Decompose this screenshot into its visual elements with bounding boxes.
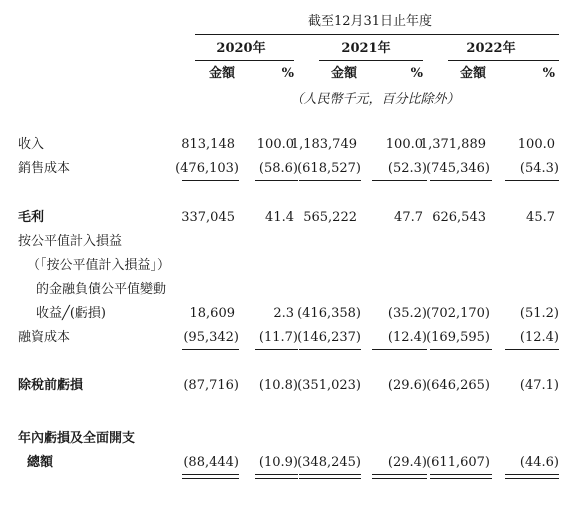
subtotal-rule <box>372 180 427 181</box>
pct-col-2021: % <box>410 66 423 81</box>
cell: (12.4) <box>387 330 427 345</box>
year-2021-rule <box>319 60 423 61</box>
subtotal-rule <box>299 180 361 181</box>
row-label-fvtpl-line4: 收益╱(虧損) <box>36 306 106 321</box>
cell: (52.3) <box>387 161 427 176</box>
cell: (12.4) <box>519 330 559 345</box>
cell: (47.1) <box>519 378 559 393</box>
cell: 100.0 <box>385 137 423 152</box>
cell: (611,607) <box>426 455 490 470</box>
cell: 2.3 <box>273 306 294 321</box>
total-double-rule <box>299 474 361 479</box>
row-label-total-line2: 總額 <box>27 455 54 470</box>
cell: (87,716) <box>183 378 239 393</box>
cell: (11.7) <box>258 330 298 345</box>
year-2020-rule <box>195 60 294 61</box>
period-header: 截至12月31日止年度 <box>307 14 433 29</box>
row-label-fvtpl-line3: 的金融負債公平值變動 <box>36 282 167 297</box>
cell: 18,609 <box>189 306 235 321</box>
cell: (10.9) <box>258 455 298 470</box>
amount-col-2022: 金額 <box>459 66 486 81</box>
cell: (51.2) <box>519 306 559 321</box>
cell: 565,222 <box>303 210 357 225</box>
cell: (169,595) <box>426 330 490 345</box>
row-label-finance-costs: 融資成本 <box>18 330 71 345</box>
subtotal-rule <box>255 349 298 350</box>
total-double-rule <box>372 474 427 479</box>
cell: (702,170) <box>426 306 490 321</box>
subtotal-rule <box>505 180 559 181</box>
total-double-rule <box>255 474 298 479</box>
cell: 100.0 <box>256 137 294 152</box>
cell: (348,245) <box>297 455 361 470</box>
subtotal-rule <box>299 349 361 350</box>
cell: (88,444) <box>183 455 239 470</box>
year-2021: 2021年 <box>341 41 391 56</box>
subtotal-rule <box>182 349 239 350</box>
cell: 626,543 <box>432 210 486 225</box>
subtotal-rule <box>255 180 298 181</box>
row-label-revenue: 收入 <box>18 137 45 152</box>
total-double-rule <box>505 474 559 479</box>
row-label-cost-of-sales: 銷售成本 <box>18 161 71 176</box>
total-double-rule <box>430 474 492 479</box>
cell: (745,346) <box>426 161 490 176</box>
row-label-loss-before-tax: 除稅前虧損 <box>18 378 84 393</box>
row-label-fvtpl-line1: 按公平值計入損益 <box>18 234 123 249</box>
pct-col-2020: % <box>281 66 294 81</box>
row-label-total-line1: 年內虧損及全面開支 <box>18 431 136 446</box>
subtotal-rule <box>430 180 492 181</box>
cell: (29.6) <box>387 378 427 393</box>
cell: (58.6) <box>258 161 298 176</box>
amount-col-2021: 金額 <box>330 66 357 81</box>
cell: 1,183,749 <box>290 137 357 152</box>
total-double-rule <box>182 474 239 479</box>
pct-col-2022: % <box>542 66 555 81</box>
cell: (54.3) <box>519 161 559 176</box>
cell: (146,237) <box>297 330 361 345</box>
cell: 47.7 <box>394 210 423 225</box>
cell: 100.0 <box>517 137 555 152</box>
cell: (35.2) <box>387 306 427 321</box>
year-2020: 2020年 <box>216 41 266 56</box>
cell: (351,023) <box>297 378 361 393</box>
cell: 45.7 <box>526 210 555 225</box>
cell: 1,371,889 <box>419 137 486 152</box>
cell: (10.8) <box>258 378 298 393</box>
row-label-gross-profit: 毛利 <box>18 210 45 225</box>
cell: (646,265) <box>426 378 490 393</box>
cell: (29.4) <box>387 455 427 470</box>
subtotal-rule <box>372 349 427 350</box>
header-rule <box>195 34 559 35</box>
cell: (416,358) <box>297 306 361 321</box>
subtotal-rule <box>430 349 492 350</box>
amount-col-2020: 金額 <box>208 66 235 81</box>
cell: (476,103) <box>175 161 239 176</box>
cell: (95,342) <box>183 330 239 345</box>
unit-note: （人民幣千元，百分比除外） <box>290 92 460 107</box>
cell: 813,148 <box>181 137 235 152</box>
subtotal-rule <box>505 349 559 350</box>
row-label-fvtpl-line2: （「按公平值計入損益」） <box>27 258 171 273</box>
cell: (44.6) <box>519 455 559 470</box>
cell: (618,527) <box>297 161 361 176</box>
cell: 41.4 <box>265 210 294 225</box>
cell: 337,045 <box>181 210 235 225</box>
subtotal-rule <box>182 180 239 181</box>
year-2022: 2022年 <box>466 41 516 56</box>
year-2022-rule <box>448 60 559 61</box>
